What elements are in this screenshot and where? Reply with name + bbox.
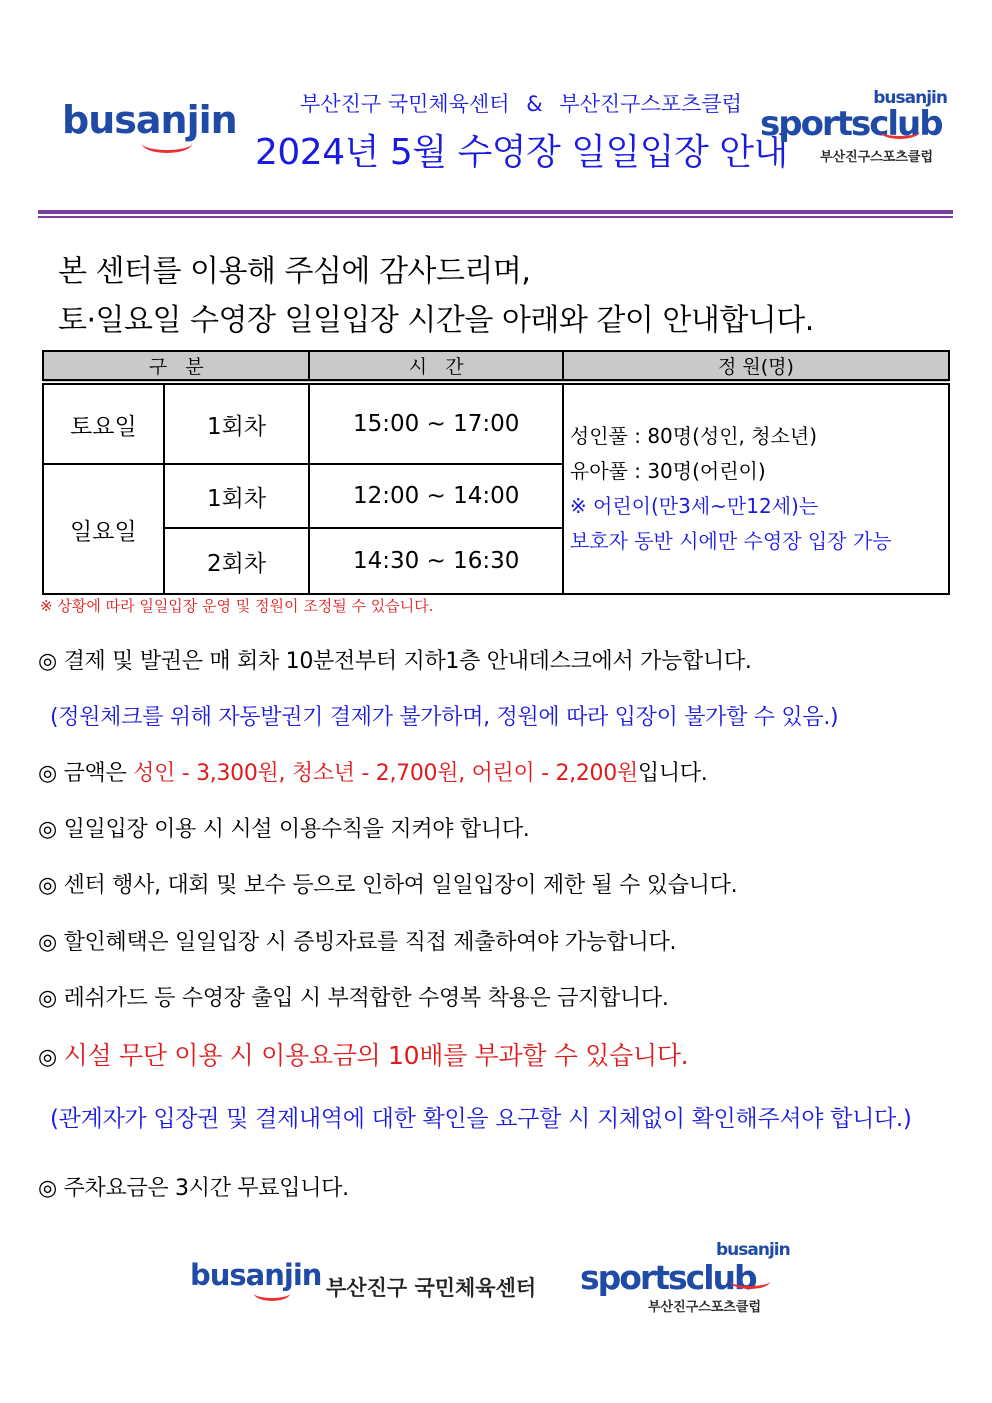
bullet-payment: ◎ 결제 및 발권은 매 회차 10분전부터 지하1층 안내데스크에서 가능합니다. — [38, 649, 752, 674]
footer-logo — [190, 1258, 320, 1308]
footer-smile-mark — [254, 1286, 290, 1301]
bullet-swimwear: ◎ 레쉬가드 등 수영장 출입 시 부적합한 수영복 착용은 금지합니다. — [38, 986, 669, 1011]
table-row — [43, 382, 949, 464]
header-time: 시 간 — [309, 351, 563, 382]
session-time: 12:00 ~ 14:00 — [309, 464, 563, 528]
bullet-restriction: ◎ 센터 행사, 대회 및 보수 등으로 인하여 일일입장이 제한 될 수 있습니다. — [38, 873, 738, 898]
header-category: 구 분 — [43, 351, 309, 382]
club-smile-mark — [880, 124, 920, 139]
schedule-table — [42, 350, 950, 595]
subtitle-amp: & — [526, 92, 543, 116]
day-sunday: 일요일 — [43, 464, 164, 594]
header-divider — [38, 210, 953, 214]
capacity-adult-pool: 성인풀 : 80명(성인, 청소년) — [569, 424, 818, 448]
header-divider-thin — [38, 216, 953, 218]
capacity-cell — [563, 382, 949, 594]
capacity-child-note: ※ 어린이(만3세~만12세)는 — [569, 494, 819, 518]
bullet-parking: ◎ 주차요금은 3시간 무료입니다. — [38, 1176, 349, 1201]
session-time: 15:00 ~ 17:00 — [309, 382, 563, 464]
session-label: 1회차 — [164, 464, 310, 528]
price-prefix: ◎ 금액은 — [38, 761, 134, 786]
footer-club-smile — [730, 1274, 770, 1289]
capacity-kids-pool: 유아풀 : 30명(어린이) — [569, 459, 766, 483]
header-right-logo — [760, 88, 955, 168]
subtitle-org: 부산진구 국민체육센터 — [300, 92, 510, 116]
header-left-logo — [62, 98, 237, 158]
intro-line-1: 본 센터를 이용해 주심에 감사드리며, — [58, 254, 531, 289]
page-title: 2024년 5월 수영장 일일입장 안내 — [255, 132, 788, 173]
footer-club-top: busanjin — [716, 1240, 790, 1260]
price-suffix: 입니다. — [637, 761, 708, 786]
club-logo-main: sportsclub — [760, 104, 942, 144]
busanjin-wordmark: busanjin — [62, 98, 237, 142]
footer-org: 부산진구 국민체육센터 — [326, 1276, 537, 1300]
club-logo-top: busanjin — [873, 88, 947, 108]
footer-club-sub: 부산진구스포츠클럽 — [648, 1300, 762, 1315]
penalty-text: 시설 무단 이용 시 이용요금의 10배를 부과할 수 있습니다. — [63, 1041, 689, 1070]
bullet-rules: ◎ 일일입장 이용 시 시설 이용수칙을 지켜야 합니다. — [38, 817, 530, 842]
footer-club-logo — [580, 1240, 810, 1320]
day-saturday: 토요일 — [43, 382, 164, 464]
session-label: 2회차 — [164, 528, 310, 594]
capacity-guardian-note: 보호자 동반 시에만 수영장 입장 가능 — [569, 529, 892, 553]
bullet-penalty — [38, 1036, 688, 1072]
intro-line-2: 토·일요일 수영장 일일입장 시간을 아래와 같이 안내합니다. — [58, 303, 814, 338]
table-header-row — [43, 351, 949, 382]
header-subtitle — [300, 88, 742, 118]
club-logo-sub: 부산진구스포츠클럽 — [820, 150, 934, 165]
subtitle-club: 부산진구스포츠클럽 — [559, 92, 742, 116]
session-time: 14:30 ~ 16:30 — [309, 528, 563, 594]
table-note: ※ 상황에 따라 일일입장 운영 및 정원이 조정될 수 있습니다. — [40, 597, 434, 615]
price-list: 성인 - 3,300원, 청소년 - 2,700원, 어린이 - 2,200원 — [133, 761, 638, 786]
bullet-penalty-note: (관계자가 입장권 및 결제내역에 대한 확인을 요구할 시 지체없이 확인해주셔야 합니다.) — [50, 1106, 912, 1132]
footer-busanjin-wordmark: busanjin — [190, 1258, 322, 1292]
bullet-payment-note: (정원체크를 위해 자동발권기 결제가 불가하며, 정원에 따라 입장이 불가할 수 있음.) — [50, 705, 839, 730]
penalty-mark: ◎ — [38, 1045, 64, 1070]
header-capacity: 정 원(명) — [563, 351, 949, 382]
smile-mark — [142, 134, 192, 153]
session-label: 1회차 — [164, 382, 310, 464]
footer-club-main: sportsclub — [580, 1258, 756, 1297]
bullet-price — [38, 756, 707, 787]
bullet-discount: ◎ 할인혜택은 일일입장 시 증빙자료를 직접 제출하여야 가능합니다. — [38, 930, 677, 955]
